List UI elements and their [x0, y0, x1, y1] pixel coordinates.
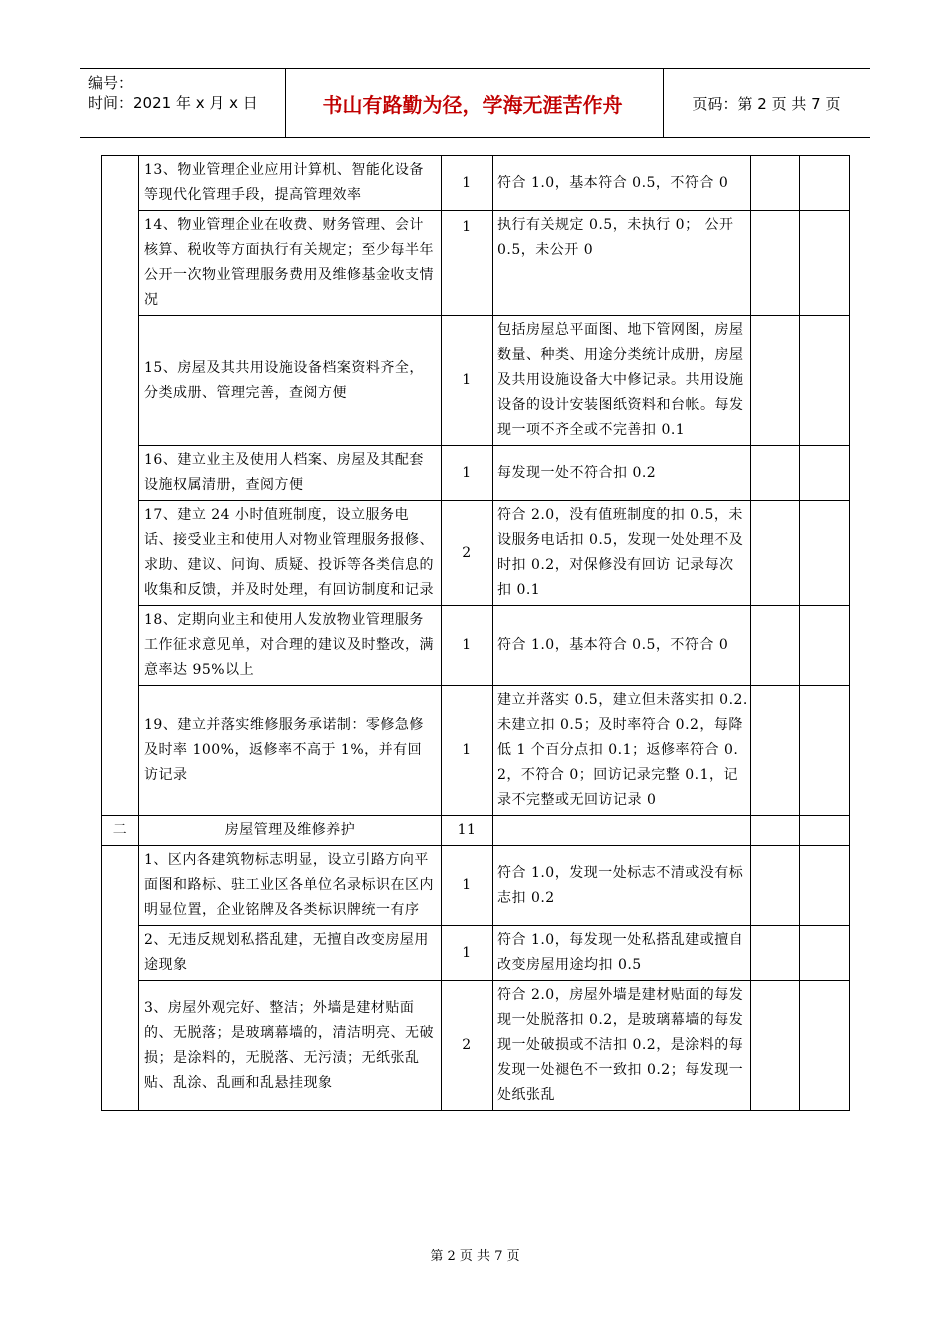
table-row — [102, 446, 850, 501]
table-row — [102, 156, 850, 211]
blank-cell — [800, 686, 850, 816]
blank-cell — [751, 981, 800, 1111]
blank-cell — [800, 446, 850, 501]
item-cell: 18、定期向业主和使用人发放物业管理服务工作征求意见单，对合理的建议及时整改，满意率达 95%以上 — [139, 606, 442, 686]
score-cell: 2 — [442, 501, 493, 606]
score-cell: 1 — [442, 846, 493, 926]
table-row — [102, 606, 850, 686]
table-row — [102, 501, 850, 606]
item-cell: 19、建立并落实维修服务承诺制：零修急修及时率 100%，返修率不高于 1%，并有回访记录 — [139, 686, 442, 816]
code-label: 编号： — [88, 74, 134, 92]
table-row — [102, 211, 850, 316]
item-cell: 17、建立 24 小时值班制度，设立服务电话、接受业主和使用人对物业管理服务报修、求助、建议、问询、质疑、投诉等各类信息的收集和反馈，并及时处理，有回访制度和记录 — [139, 501, 442, 606]
score-cell: 1 — [442, 446, 493, 501]
score-cell: 1 — [442, 606, 493, 686]
standard-cell: 符合 1.0，每发现一处私搭乱建或擅自改变房屋用途均扣 0.5 — [493, 926, 751, 981]
standard-cell: 符合 1.0，基本符合 0.5，不符合 0 — [493, 156, 751, 211]
score-cell: 1 — [442, 686, 493, 816]
section-score: 11 — [442, 816, 493, 846]
page-footer: 第 2 页 共 7 页 — [430, 1249, 520, 1264]
blank-cell — [751, 606, 800, 686]
blank-cell — [800, 606, 850, 686]
score-cell: 1 — [442, 926, 493, 981]
table-row — [102, 926, 850, 981]
page-header — [80, 68, 870, 138]
blank-cell — [800, 816, 850, 846]
blank-cell — [800, 926, 850, 981]
blank-cell — [800, 501, 850, 606]
table-row — [102, 981, 850, 1111]
item-cell: 13、物业管理企业应用计算机、智能化设备等现代化管理手段，提高管理效率 — [139, 156, 442, 211]
standard-cell: 符合 2.0，房屋外墙是建材贴面的每发现一处脱落扣 0.2，是玻璃幕墙的每发现一处破损或不洁扣 0.2，是涂料的每发现一处褪色不一致扣 0.2；每发现一处纸张乱 — [493, 981, 751, 1111]
blank-cell — [751, 316, 800, 446]
score-cell: 1 — [442, 316, 493, 446]
item-cell: 16、建立业主及使用人档案、房屋及其配套设施权属清册，查阅方便 — [139, 446, 442, 501]
score-cell: 2 — [442, 981, 493, 1111]
header-motto: 书山有路勤为径，学海无涯苦作舟 — [322, 92, 623, 117]
blank-cell — [751, 446, 800, 501]
blank-cell — [751, 846, 800, 926]
evaluation-table — [101, 155, 850, 1111]
blank-cell — [800, 156, 850, 211]
section-cell — [102, 846, 139, 1111]
blank-cell — [751, 816, 800, 846]
standard-cell: 每发现一处不符合扣 0.2 — [493, 446, 751, 501]
time-label: 时间：2021 年 x 月 x 日 — [88, 94, 258, 112]
header-page-number: 页码：第 2 页 共 7 页 — [692, 94, 841, 113]
blank-cell — [751, 926, 800, 981]
standard-cell: 执行有关规定 0.5，未执行 0； 公开 0.5，未公开 0 — [493, 211, 751, 316]
blank-cell — [751, 686, 800, 816]
blank-cell — [800, 981, 850, 1111]
blank-cell — [800, 316, 850, 446]
blank-cell — [751, 501, 800, 606]
standard-cell: 包括房屋总平面图、地下管网图，房屋数量、种类、用途分类统计成册，房屋及共用设施设备大中修记录。共用设施设备的设计安装图纸资料和台帐。每发现一项不齐全或不完善扣 0.1 — [493, 316, 751, 446]
section-number: 二 — [102, 816, 139, 846]
score-cell: 1 — [442, 211, 493, 316]
standard-cell: 符合 2.0，没有值班制度的扣 0.5，未设服务电话扣 0.5，发现一处处理不及时扣 0.2，对保修没有回访 记录每次扣 0.1 — [493, 501, 751, 606]
blank-cell — [751, 211, 800, 316]
item-cell: 15、房屋及其共用设施设备档案资料齐全，分类成册、管理完善，查阅方便 — [139, 316, 442, 446]
blank-cell — [751, 156, 800, 211]
section-title: 房屋管理及维修养护 — [139, 816, 442, 846]
table-row — [102, 846, 850, 926]
score-cell: 1 — [442, 156, 493, 211]
header-meta — [88, 73, 258, 113]
blank-cell — [800, 846, 850, 926]
item-cell: 14、物业管理企业在收费、财务管理、会计核算、税收等方面执行有关规定；至少每半年公开一次物业管理服务费用及维修基金收支情况 — [139, 211, 442, 316]
table-row — [102, 316, 850, 446]
section-header-row — [102, 816, 850, 846]
standard-cell: 符合 1.0，基本符合 0.5，不符合 0 — [493, 606, 751, 686]
table-row — [102, 686, 850, 816]
standard-cell: 建立并落实 0.5，建立但未落实扣 0.2.未建立扣 0.5；及时率符合 0.2，每降低 1 个百分点扣 0.1；返修率符合 0.2，不符合 0；回访记录完整 0.1，记录不完整或无回访记录 0 — [493, 686, 751, 816]
item-cell: 1、区内各建筑物标志明显，设立引路方向平面图和路标、驻工业区各单位名录标识在区内明显位置，企业铭牌及各类标识牌统一有序 — [139, 846, 442, 926]
item-cell: 2、无违反规划私搭乱建，无擅自改变房屋用途现象 — [139, 926, 442, 981]
blank-cell — [493, 816, 751, 846]
standard-cell: 符合 1.0，发现一处标志不清或没有标志扣 0.2 — [493, 846, 751, 926]
blank-cell — [800, 211, 850, 316]
item-cell: 3、房屋外观完好、整洁；外墙是建材贴面的、无脱落；是玻璃幕墙的，清洁明亮、无破损；是涂料的，无脱落、无污渍；无纸张乱贴、乱涂、乱画和乱悬挂现象 — [139, 981, 442, 1111]
section-cell — [102, 156, 139, 816]
